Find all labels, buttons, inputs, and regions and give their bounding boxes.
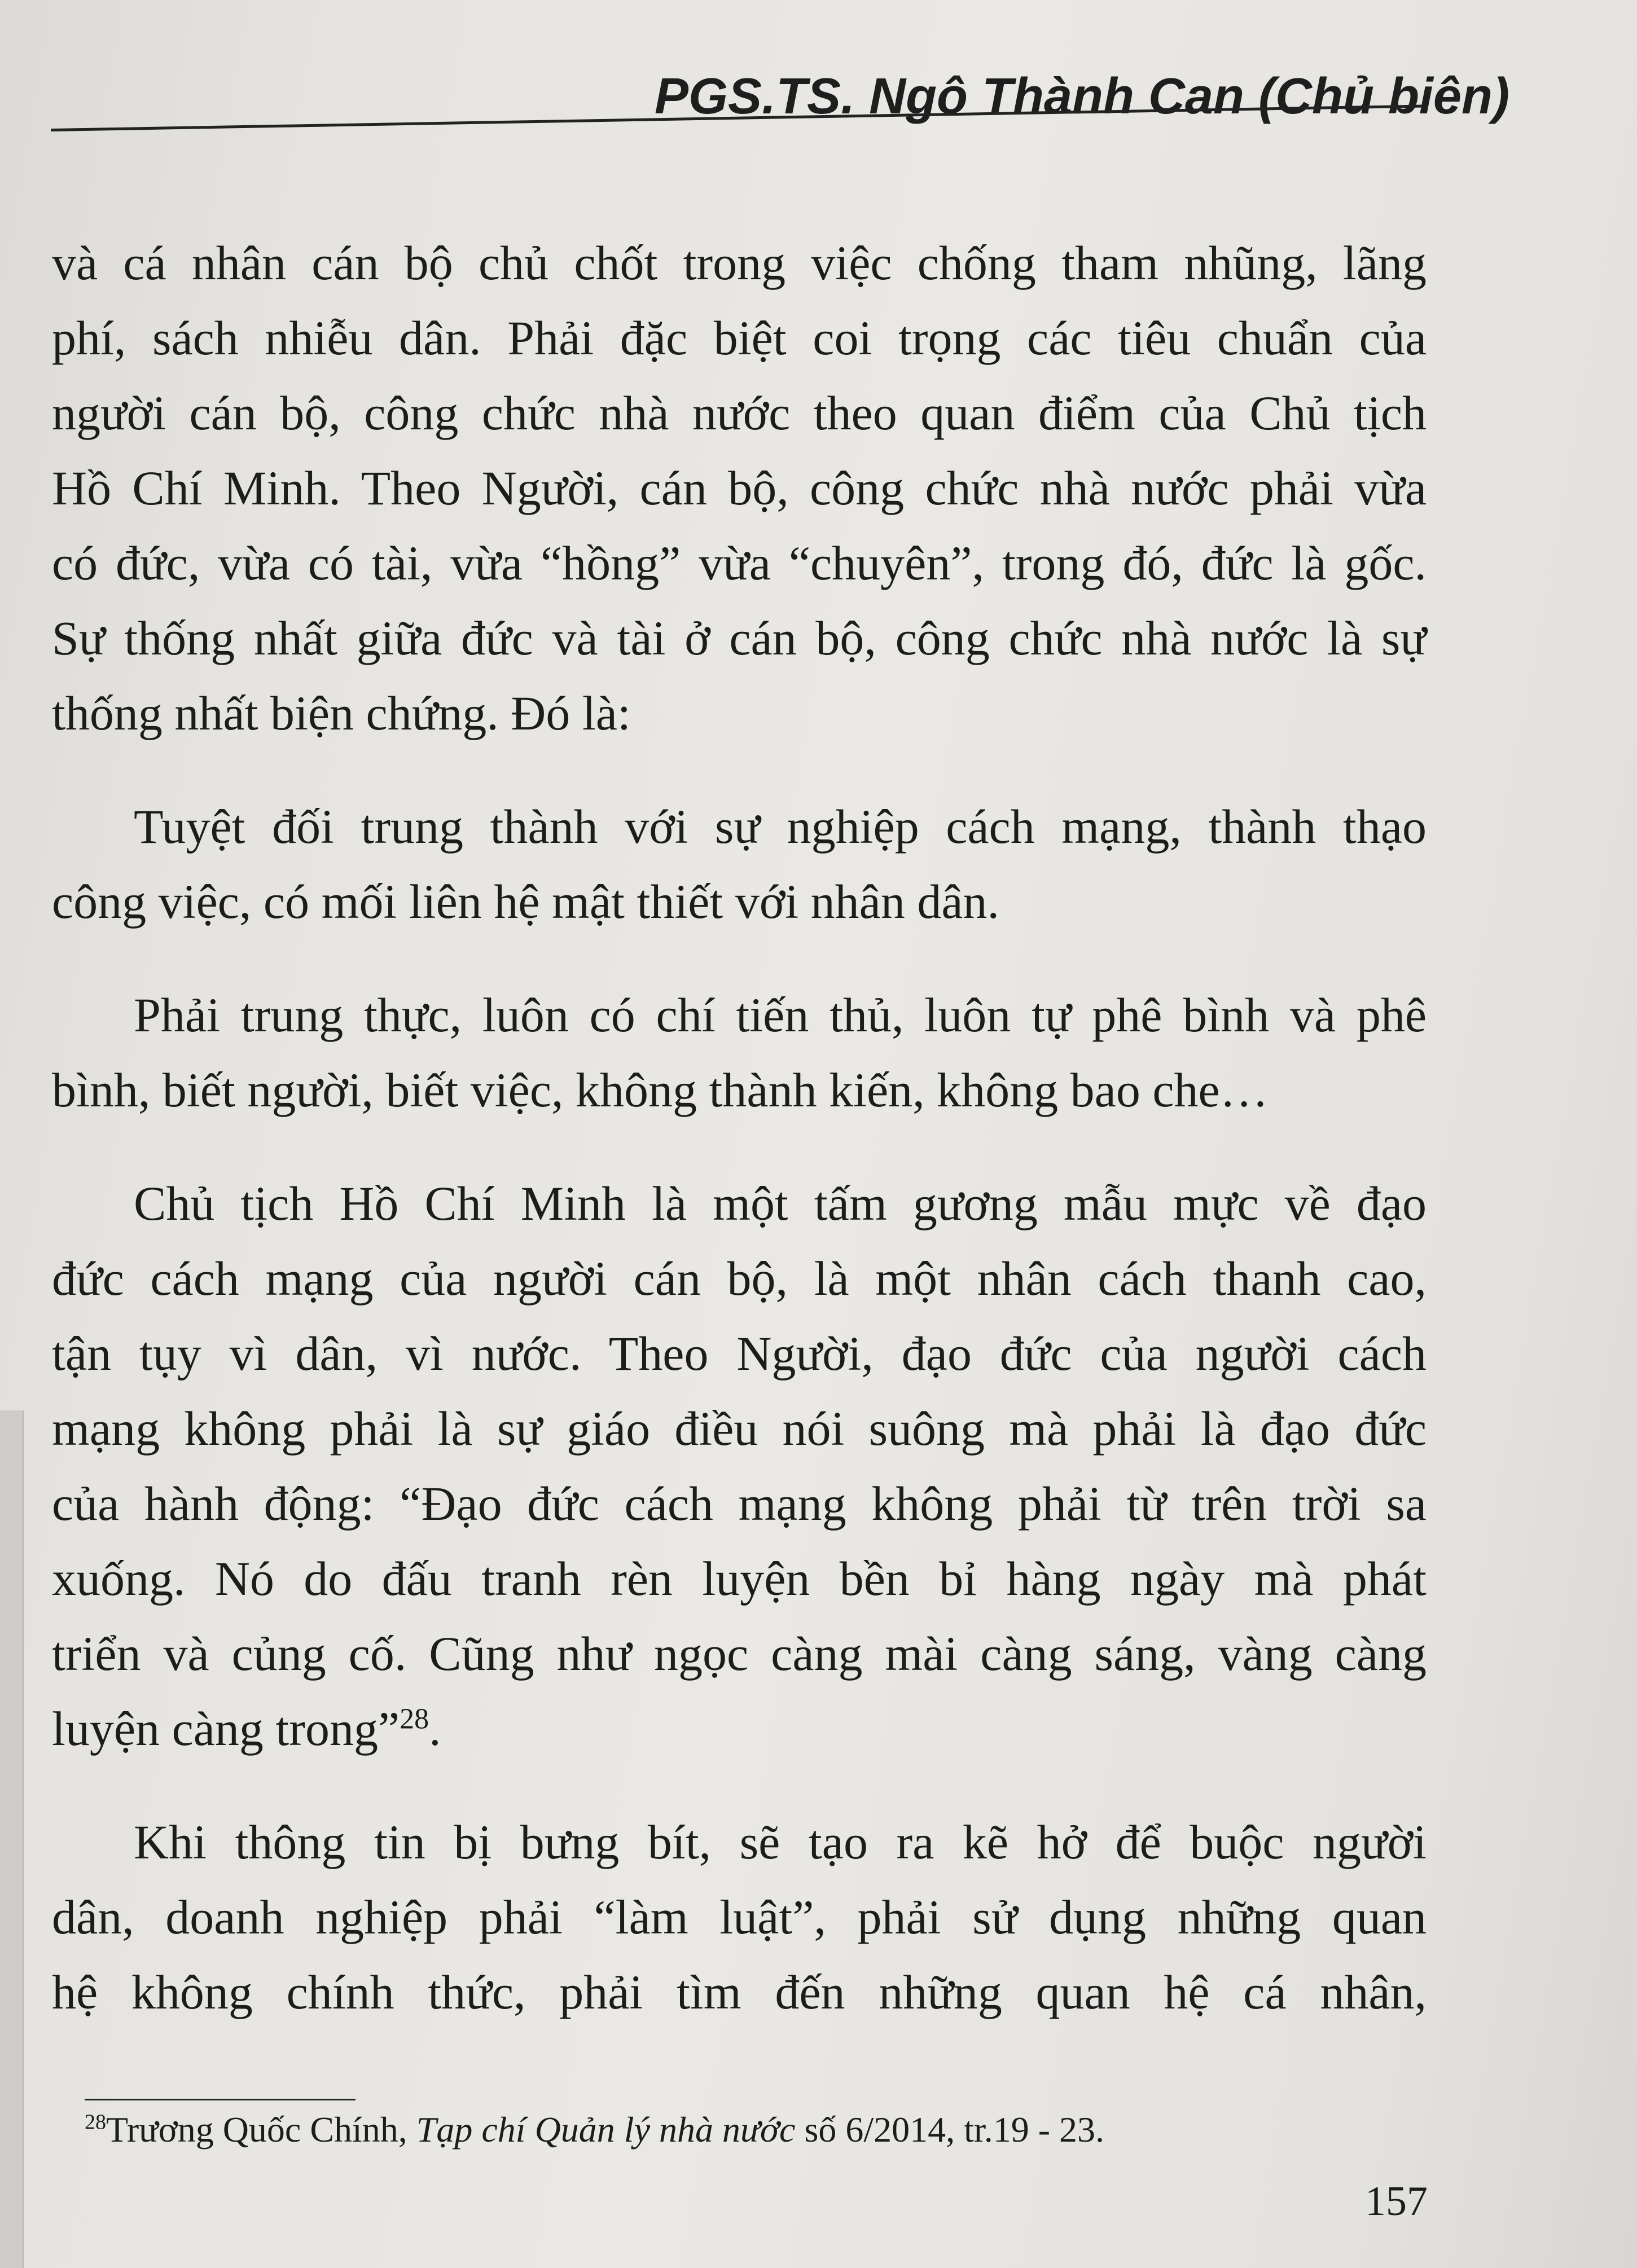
paragraph [52, 789, 1427, 939]
text-line: Hồ Chí Minh. Theo Người, cán bộ, công chức nhà nước phải vừa [52, 461, 1427, 515]
text-line: người cán bộ, công chức nhà nước theo quan điểm của Chủ tịch [52, 386, 1427, 440]
text-line: có đức, vừa có tài, vừa “hồng” vừa “chuyên”, trong đó, đức là gốc. [52, 536, 1427, 590]
text-line: phí, sách nhiễu dân. Phải đặc biệt coi trọng các tiêu chuẩn của [52, 311, 1427, 365]
text-line: và cá nhân cán bộ chủ chốt trong việc chống tham nhũng, lãng [52, 236, 1427, 290]
footnote [85, 2104, 1383, 2155]
text-line: công việc, có mối liên hệ mật thiết với nhân dân. [52, 874, 1000, 929]
body-text [52, 226, 1427, 2030]
paragraph [52, 1805, 1427, 2030]
text-line: Chủ tịch Hồ Chí Minh là một tấm gương mẫu mực về đạo [134, 1176, 1427, 1230]
text-line: dân, doanh nghiệp phải “làm luật”, phải sử dụng những quan [52, 1890, 1427, 1944]
text-line: triển và củng cố. Cũng như ngọc càng mài càng sáng, vàng càng [52, 1627, 1427, 1681]
text-line: bình, biết người, biết việc, không thành kiến, không bao che… [52, 1063, 1269, 1117]
text-line: Phải trung thực, luôn có chí tiến thủ, luôn tự phê bình và phê [134, 988, 1427, 1042]
text-line: đức cách mạng của người cán bộ, là một nhân cách thanh cao, [52, 1251, 1427, 1306]
text-line: thống nhất biện chứng. Đó là: [52, 686, 631, 740]
text-line: tận tụy vì dân, vì nước. Theo Người, đạo đức của người cách [52, 1326, 1427, 1381]
running-header: PGS.TS. Ngô Thành Can (Chủ biên) [655, 68, 1509, 125]
footnote-rule [85, 2099, 356, 2100]
adjacent-page-edge [0, 1410, 24, 2268]
footnote-citation: số 6/2014, tr.19 - 23. [804, 2109, 1104, 2150]
text-line: Khi thông tin bị bưng bít, sẽ tạo ra kẽ hở để buộc người [134, 1815, 1427, 1869]
text-line: của hành động: “Đạo đức cách mạng không phải từ trên trời sa [52, 1476, 1427, 1531]
quote-end: luyện càng trong” [52, 1702, 400, 1756]
paragraph [52, 226, 1427, 751]
text-line [52, 1691, 1427, 1766]
paragraph [52, 978, 1427, 1128]
sentence-end: . [429, 1702, 441, 1756]
page-number: 157 [1365, 2178, 1428, 2225]
text-line: Sự thống nhất giữa đức và tài ở cán bộ, công chức nhà nước là sự [52, 611, 1427, 665]
text-line: Tuyệt đối trung thành với sự nghiệp cách mạng, thành thạo [134, 799, 1427, 854]
footnote-author: Trương Quốc Chính, [106, 2109, 407, 2150]
footnote-reference[interactable]: 28 [400, 1703, 429, 1735]
text-line: xuống. Nó do đấu tranh rèn luyện bền bỉ hàng ngày mà phát [52, 1551, 1427, 1606]
text-line: mạng không phải là sự giáo điều nói suông mà phải là đạo đức [52, 1401, 1427, 1456]
text-line: hệ không chính thức, phải tìm đến những quan hệ cá nhân, [52, 1965, 1427, 2019]
footnote-journal: Tạp chí Quản lý nhà nước [416, 2109, 796, 2150]
paragraph [52, 1166, 1427, 1766]
footnote-number: 28 [85, 2110, 106, 2134]
